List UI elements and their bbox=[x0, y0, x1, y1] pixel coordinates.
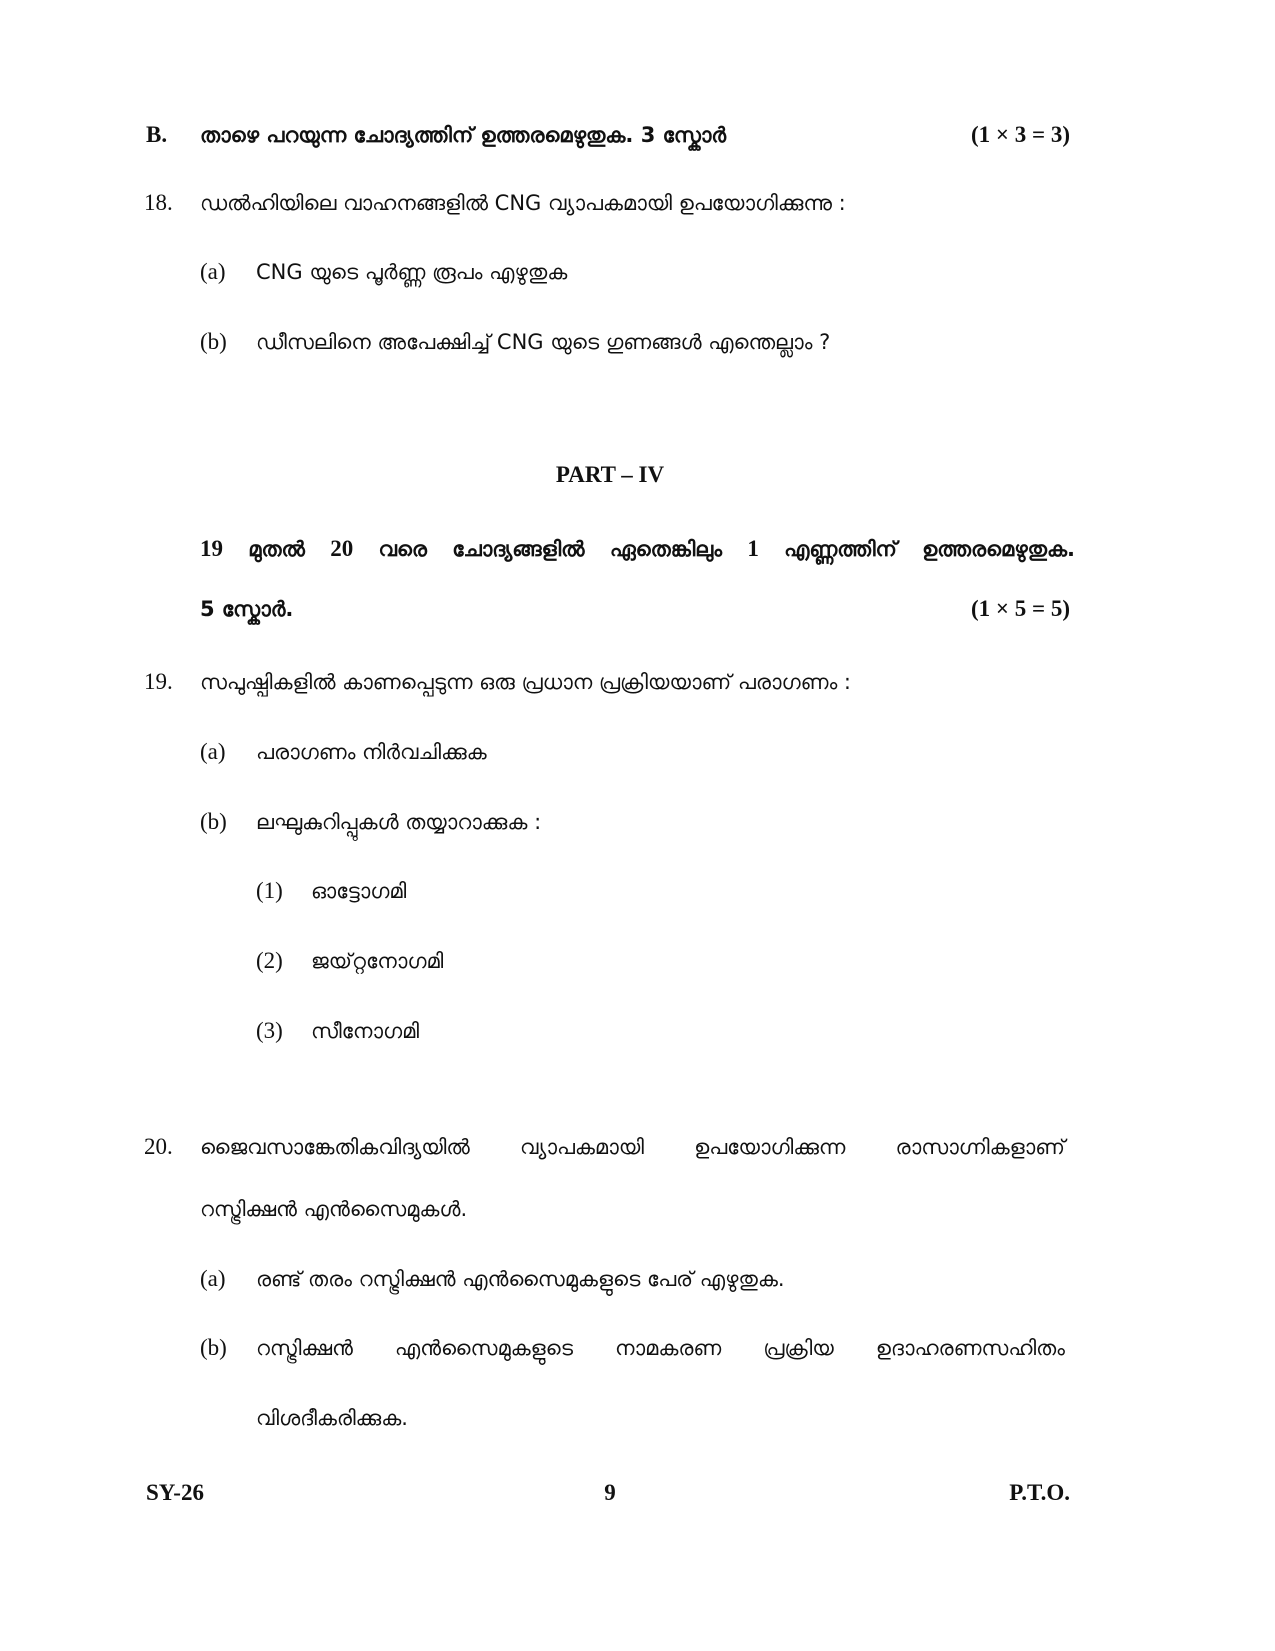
part-word: പ്രക്രിയ bbox=[763, 1336, 834, 1360]
question-text: റസ്ട്രിക്ഷൻ എൻസൈമുകൾ. bbox=[200, 1197, 468, 1221]
question-text: സപുഷ്പികളിൽ കാണപ്പെടുന്ന ഒരു പ്രധാന പ്രക്രിയയാണ് പരാഗണം : bbox=[200, 670, 852, 694]
question-number: 20. bbox=[144, 1134, 173, 1159]
question-19-part-b bbox=[0, 805, 1275, 839]
part-text: ലഘുകുറിപ്പുകൾ തയ്യാറാക്കുക : bbox=[256, 810, 542, 834]
instruction-word: ഉത്തരമെഴുതുക. bbox=[922, 537, 1075, 561]
part-label: (a) bbox=[200, 259, 226, 284]
subpart-text: ജയ്റ്റനോഗമി bbox=[311, 949, 444, 973]
part-label: (a) bbox=[200, 1266, 226, 1291]
instruction-word: 1 bbox=[747, 536, 759, 561]
question-19 bbox=[0, 665, 1275, 699]
question-word: ജൈവസാങ്കേതികവിദ്യയിൽ bbox=[200, 1135, 470, 1159]
question-word: രാസാഗ്നികളാണ് bbox=[895, 1135, 1065, 1159]
subpart-label: (2) bbox=[256, 948, 283, 973]
part-label: (b) bbox=[200, 329, 227, 354]
part-text: പരാഗണം നിർവചിക്കുക bbox=[256, 740, 487, 764]
question-20-line-1 bbox=[200, 1130, 1065, 1164]
question-number: 18. bbox=[144, 190, 173, 215]
part-score: 5 സ്കോർ. bbox=[200, 597, 294, 621]
page-number: 9 bbox=[604, 1480, 616, 1505]
part-word: നാമകരണ bbox=[615, 1336, 722, 1360]
part-word: ഉദാഹരണസഹിതം bbox=[875, 1336, 1065, 1360]
subpart-1 bbox=[0, 874, 1275, 908]
part-word: എൻസൈമുകളുടെ bbox=[394, 1336, 574, 1360]
instruction-word: 19 bbox=[200, 536, 223, 561]
question-18-part-b bbox=[0, 325, 1275, 359]
section-label: B. bbox=[146, 122, 168, 147]
subpart-text: ഓട്ടോഗമി bbox=[311, 879, 407, 903]
subpart-3 bbox=[0, 1014, 1275, 1048]
part-text: വിശദീകരിക്കുക. bbox=[256, 1406, 408, 1430]
question-number: 19. bbox=[144, 669, 173, 694]
section-marks: (1 × 3 = 3) bbox=[970, 122, 1070, 147]
question-18-part-a bbox=[0, 255, 1275, 289]
part-text: ഡീസലിനെ അപേക്ഷിച്ച് CNG യുടെ ഗുണങ്ങൾ എന്തെല്ലാം ? bbox=[256, 330, 831, 354]
question-20-part-b-line-1 bbox=[256, 1331, 1065, 1365]
instruction-word: ഏതെങ്കിലും bbox=[609, 537, 723, 561]
question-20-part-b-line-2 bbox=[0, 1401, 1275, 1435]
instruction-word: വരെ bbox=[378, 537, 427, 561]
part-instruction-line-2 bbox=[0, 592, 1275, 626]
part-title: PART – IV bbox=[555, 462, 665, 487]
part-marks: (1 × 5 = 5) bbox=[970, 596, 1070, 621]
pto-label: P.T.O. bbox=[1009, 1480, 1070, 1505]
part-label: (b) bbox=[200, 809, 227, 834]
part-text: CNG യുടെ പൂർണ്ണ രൂപം എഴുതുക bbox=[256, 260, 568, 284]
part-instruction-line-1 bbox=[200, 532, 1075, 566]
question-20-part-a bbox=[0, 1262, 1275, 1296]
question-text: ഡൽഹിയിലെ വാഹനങ്ങളിൽ CNG വ്യാപകമായി ഉപയോഗിക്കുന്നു : bbox=[200, 191, 846, 215]
part-text: രണ്ട് തരം റസ്ട്രിക്ഷൻ എൻസൈമുകളുടെ പേര് എഴുതുക. bbox=[256, 1267, 785, 1291]
instruction-word: മുതൽ bbox=[248, 537, 305, 561]
question-word: വ്യാപകമായി bbox=[519, 1135, 644, 1159]
paper-code: SY-26 bbox=[146, 1480, 204, 1505]
page-footer bbox=[0, 1476, 1275, 1510]
instruction-word: എണ്ണത്തിന് bbox=[784, 537, 897, 561]
part-word: റസ്ട്രിക്ഷൻ bbox=[256, 1336, 353, 1360]
question-word: ഉപയോഗിക്കുന്ന bbox=[694, 1135, 846, 1159]
question-20-line-2 bbox=[0, 1192, 1275, 1226]
subpart-text: സീനോഗമി bbox=[311, 1019, 420, 1043]
subpart-2 bbox=[0, 944, 1275, 978]
question-19-part-a bbox=[0, 735, 1275, 769]
instruction-word: ചോദ്യങ്ങളിൽ bbox=[452, 537, 585, 561]
section-b-header bbox=[0, 118, 1275, 152]
subpart-label: (1) bbox=[256, 878, 283, 903]
instruction-word: 20 bbox=[330, 536, 354, 561]
part-label: (b) bbox=[200, 1335, 227, 1360]
part-label: (a) bbox=[200, 739, 226, 764]
subpart-label: (3) bbox=[256, 1018, 283, 1043]
section-instruction: താഴെ പറയുന്ന ചോദ്യത്തിന് ഉത്തരമെഴുതുക. 3 സ്കോർ bbox=[200, 123, 727, 147]
question-18 bbox=[0, 186, 1275, 220]
